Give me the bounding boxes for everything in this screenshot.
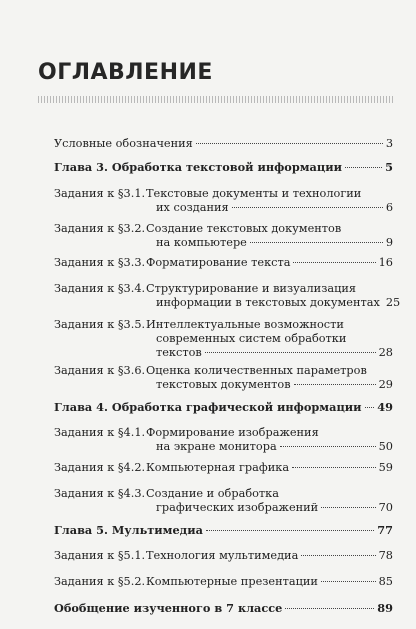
toc-entry-page-number: 25 [385,296,401,309]
dot-leader [321,507,375,508]
toc-entry-prefix: Задания к §3.5. [54,318,146,331]
toc-entry-title: на экране монитора [156,440,277,453]
title-underline [38,96,393,103]
dot-leader [280,446,376,447]
toc-entry-prefix: Задания к §3.1. [54,187,146,200]
dot-leader [301,555,375,556]
toc-entry-title: Глава 5. Мультимедиа [54,523,203,537]
dot-leader [285,608,374,609]
toc-entry-page-number: 5 [385,160,393,174]
toc-entry-title: Обобщение изученного в 7 классе [54,601,283,615]
toc-entry-page-number: 59 [378,461,393,474]
toc-entry-page-number: 77 [377,523,393,537]
toc-entry-title: текстовых документов [156,378,291,391]
dot-leader [294,384,376,385]
toc-entry-title: Глава 3. Обработка текстовой информации [54,160,342,174]
toc-entry-page-number: 89 [377,601,393,615]
toc-entry-page-number: 3 [385,137,393,150]
toc-entry-title: современных систем обработки [156,332,347,345]
dot-leader [292,467,376,468]
page-title: ОГЛАВЛЕНИЕ [38,60,213,85]
toc-entry-prefix: Задания к §3.6. [54,364,146,377]
toc-entry-page-number: 9 [385,236,393,249]
toc-entry-title: графических изображений [156,501,319,514]
dot-leader [206,530,374,531]
toc-entry-page-number: 6 [385,201,393,214]
toc-entry-title: на компьютере [156,236,247,249]
dot-leader [321,581,376,582]
toc-entry-title: Интеллектуальные возможности [146,318,344,331]
toc-entry-title: Компьютерные презентации [146,575,318,588]
toc-entry-prefix: Задания к §4.1. [54,426,146,439]
toc-entry-prefix: Задания к §5.2. [54,575,146,588]
toc-entry-page-number: 50 [378,440,393,453]
toc-entry-page-number: 78 [378,549,393,562]
dot-leader [205,352,376,353]
toc-entry-page-number: 29 [378,378,393,391]
toc-entry-title: Структурирование и визуализация [146,282,357,295]
toc-entry-title: информации в текстовых документах [156,296,380,309]
dot-leader [196,143,383,144]
toc-entry-title: Форматирование текста [146,256,291,269]
toc-entry-title: Глава 4. Обработка графической информации [54,400,362,414]
toc-entry-title: Оценка количественных параметров [146,364,367,377]
toc-entry-page-number: 28 [378,346,393,359]
dot-leader [250,242,383,243]
toc-entry-prefix: Задания к §3.3. [54,256,146,269]
toc-entry-title: Формирование изображения [146,426,319,439]
toc-entry-title: их создания [156,201,229,214]
dot-leader [345,167,382,168]
toc-entry-page-number: 70 [378,501,393,514]
toc-entry-prefix: Задания к §3.4. [54,282,146,295]
toc-entry-page-number: 85 [378,575,393,588]
dot-leader [232,207,383,208]
toc-entry-title: Условные обозначения [54,137,193,150]
toc-entry-page-number: 49 [377,400,393,414]
toc-entry-prefix: Задания к §5.1. [54,549,146,562]
toc-entry-title: Создание и обработка [146,487,279,500]
toc-entry-prefix: Задания к §4.2. [54,461,146,474]
dot-leader [365,407,375,408]
toc-entry-page-number: 16 [378,256,393,269]
toc-entry-title: текстов [156,346,202,359]
toc-entry-title: Создание текстовых документов [146,222,342,235]
dot-leader [293,262,375,263]
toc-entry-prefix: Задания к §4.3. [54,487,146,500]
toc-entry-title: Технология мультимедиа [146,549,299,562]
toc-entry-title: Компьютерная графика [146,461,290,474]
toc-entry-title: Текстовые документы и технологии [146,187,362,200]
toc-entry-prefix: Задания к §3.2. [54,222,146,235]
